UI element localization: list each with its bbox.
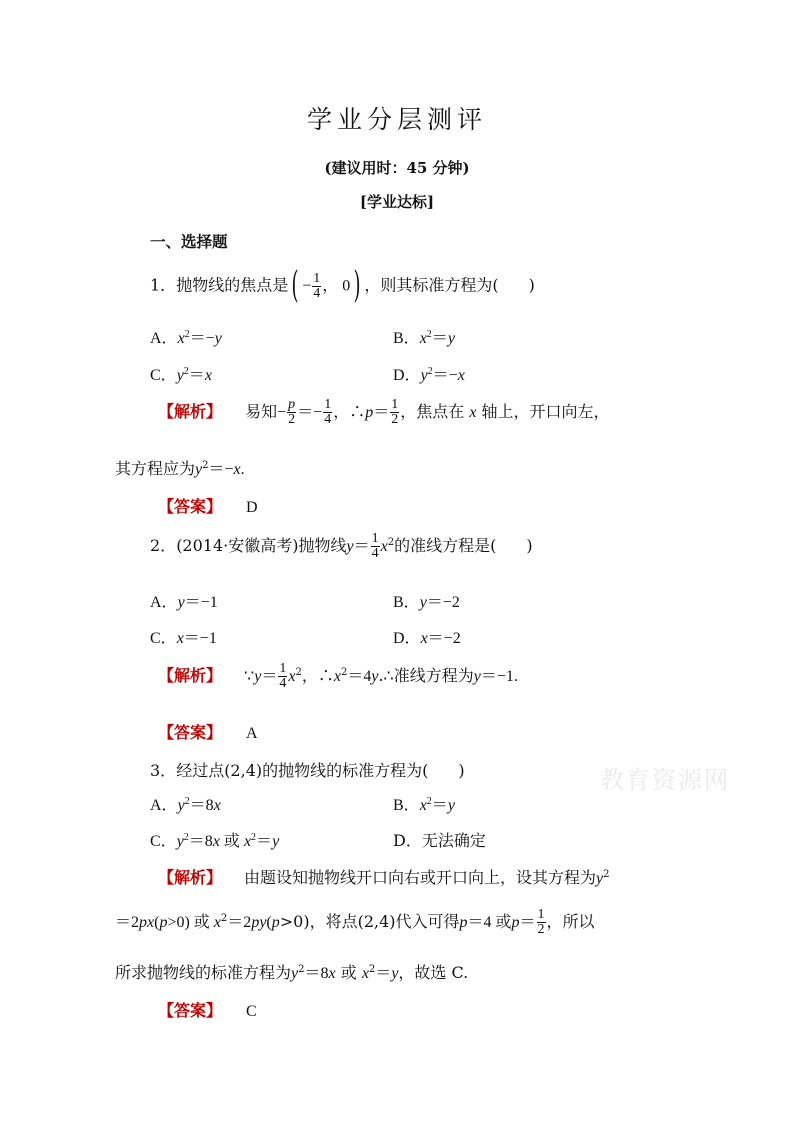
option-a: A．$x^2=-y$ xyxy=(150,329,222,347)
level-heading: [学业达标] xyxy=(359,193,435,211)
question-3-analysis: 【解析】 由题设知抛物线开口向右或开口向上，设其方程为$y^2$ xyxy=(158,868,610,887)
page-title: 学业分层测评 xyxy=(306,105,487,134)
analysis-tag: 【解析】 xyxy=(158,666,223,685)
answer-tag: 【答案】 xyxy=(158,1001,223,1020)
option-d: D．$y^2=-x$ xyxy=(393,366,465,384)
question-3-stem: 3．经过点(2,4)的抛物线的标准方程为( ) xyxy=(150,761,465,780)
question-3-analysis-cont: ＝2px(p>0) 或 $x^2=2py(p>0)$，将点(2,4)代入可得p＝4 或p＝ $\frac{1}{2}$ ，所以 xyxy=(115,907,595,937)
option-a: A．y＝−1 xyxy=(150,594,218,611)
option-b: B．$x^2=y$ xyxy=(393,329,455,347)
question-2-stem: 2．(2014·安徽高考)抛物线y＝ $\frac{1}{4}$ $x^2$的准线方程是( ) xyxy=(150,531,533,561)
question-3-answer: 【答案】 C xyxy=(158,1001,257,1020)
option-b: B．y＝−2 xyxy=(393,594,460,611)
option-c: C．$y^2=x$ xyxy=(150,366,212,384)
question-number: 1． xyxy=(150,275,177,295)
question-2-answer: 【答案】 A xyxy=(158,723,258,742)
option-c: C．$y^2=8x$ 或 $x^2=y$ xyxy=(150,832,280,850)
time-suggestion: (建议用时：45 分钟) xyxy=(324,159,470,177)
option-d: D．无法确定 xyxy=(393,831,486,850)
fraction: $\frac{1}{4}$ xyxy=(313,270,321,301)
section-heading: 一、选择题 xyxy=(150,232,228,251)
question-3-analysis-cont-2: 所求抛物线的标准方程为$y^2=8x$ 或 $x^2=y$，故选 C. xyxy=(115,963,469,982)
question-1-stem: 1．抛物线的焦点是( − $\frac{1}{4}$ ， 0) ，则其标准方程为( ) xyxy=(150,265,535,306)
question-1-analysis-cont: 其方程应为$y^2=-x$. xyxy=(115,459,245,478)
option-d: D．x＝−2 xyxy=(393,630,461,647)
watermark: 教育资源网 xyxy=(600,766,730,794)
analysis-tag: 【解析】 xyxy=(158,402,223,421)
question-1-answer: 【答案】 D xyxy=(158,497,258,516)
question-1-analysis: 【解析】 易知− $\frac{p}{2}$ ＝− $\frac{1}{4}$ ，∴p＝ $\frac{1}{2}$ ，焦点在 x 轴上，开口向左， xyxy=(158,397,610,427)
option-b: B．$x^2=y$ xyxy=(393,796,455,814)
question-2-analysis: 【解析】 ∵y＝ $\frac{1}{4}$ $x^2$，$\therefore x^2=4y.\therefore$准线方程为y＝−1. xyxy=(158,661,518,691)
option-a: A．$y^2=8x$ xyxy=(150,796,221,814)
answer-tag: 【答案】 xyxy=(158,723,223,742)
analysis-tag: 【解析】 xyxy=(158,868,223,887)
answer-tag: 【答案】 xyxy=(158,497,223,516)
option-c: C．x＝−1 xyxy=(150,630,217,647)
